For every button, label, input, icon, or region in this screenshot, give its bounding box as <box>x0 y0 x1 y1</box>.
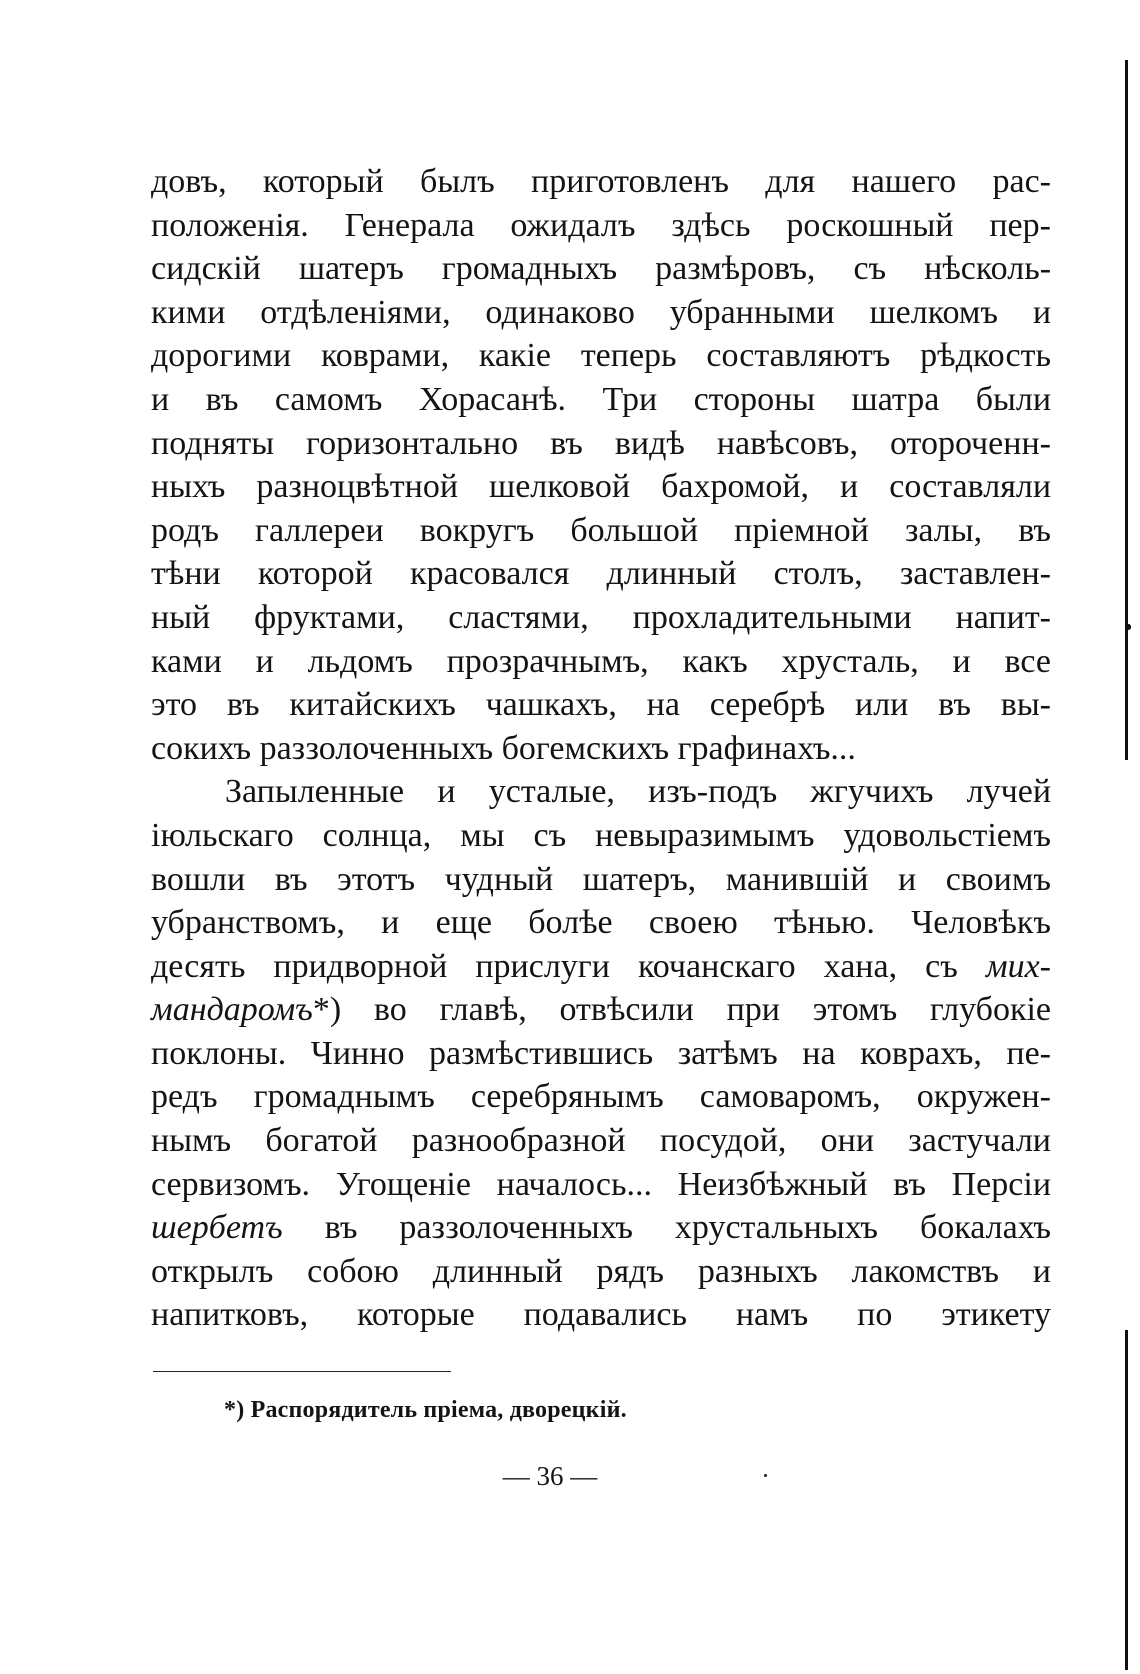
text-line <box>151 378 1051 422</box>
text-line <box>151 814 1051 858</box>
text-segment: напитковъ, которые подавались намъ по этикету <box>151 1296 1052 1334</box>
text-segment: Запыленные и усталые, изъ-подъ жгучихъ лучей <box>225 773 1052 811</box>
text-segment: родъ галлереи вокругъ большой пріемной залы, въ <box>151 511 1052 549</box>
text-line <box>151 901 1051 945</box>
text-line <box>151 1163 1051 1207</box>
text-segment: дорогими коврами, какіе теперь составляютъ рѣдкость <box>151 337 1051 375</box>
page-edge-line <box>1125 1330 1128 1670</box>
text-line <box>151 727 1051 771</box>
text-line <box>151 1032 1051 1076</box>
text-line <box>151 640 1051 684</box>
text-segment: поклоны. Чинно размѣстившись затѣмъ на коврахъ, пе- <box>151 1034 1052 1072</box>
footnote-divider <box>153 1371 451 1372</box>
text-segment: въ раззолоченныхъ хрустальныхъ бокалахъ <box>282 1209 1051 1247</box>
text-segment: открылъ собою длинный рядъ разныхъ лакомствъ и <box>151 1252 1051 1290</box>
italic-term: мих- <box>985 947 1051 985</box>
italic-term: мандаромъ <box>151 991 313 1029</box>
text-line <box>151 204 1051 248</box>
text-segment: это въ китайскихъ чашкахъ, на серебрѣ или въ вы- <box>151 686 1051 724</box>
text-line <box>151 1250 1051 1294</box>
text-segment: іюльскаго солнца, мы съ невыразимымъ удовольстіемъ <box>151 816 1051 854</box>
text-segment: сокихъ раззолоченныхъ богемскихъ графинахъ... <box>151 729 856 767</box>
text-segment: сидскій шатеръ громадныхъ размѣровъ, съ нѣсколь- <box>151 250 1052 288</box>
text-line <box>151 465 1051 509</box>
text-segment: довъ, который былъ приготовленъ для нашего рас- <box>151 163 1052 200</box>
text-line <box>151 770 1051 814</box>
text-segment: подняты горизонтально въ видѣ навѣсовъ, отороченн- <box>151 424 1051 462</box>
text-segment: ныхъ разноцвѣтной шелковой бахромой, и составляли <box>151 468 1052 506</box>
body-text <box>151 160 1051 1337</box>
text-segment: десять придворной прислуги кочанскаго хана, съ <box>151 947 986 985</box>
text-line <box>151 1075 1051 1119</box>
text-line <box>151 247 1051 291</box>
text-line <box>151 1293 1051 1337</box>
text-line <box>151 1206 1051 1250</box>
text-segment: убранствомъ, и еще болѣе своею тѣнью. Человѣкъ <box>151 904 1051 942</box>
text-line <box>151 334 1051 378</box>
text-line <box>151 291 1051 335</box>
text-segment: тѣни которой красовался длинный столъ, заставлен- <box>151 555 1051 593</box>
text-segment: положенія. Генерала ожидалъ здѣсь роскошный пер- <box>151 206 1051 244</box>
italic-term: шербетъ <box>151 1209 283 1247</box>
text-segment: *) во главѣ, отвѣсили при этомъ глубокіе <box>312 991 1052 1029</box>
text-line <box>151 160 1051 204</box>
text-segment: ками и льдомъ прозрачнымъ, какъ хрусталь, и все <box>151 642 1051 680</box>
text-line <box>151 945 1051 989</box>
text-line <box>151 1119 1051 1163</box>
text-line <box>151 552 1051 596</box>
page-number: — 36 — <box>502 1461 598 1491</box>
page-edge-dot <box>1126 624 1131 630</box>
text-line <box>151 683 1051 727</box>
text-segment: и въ самомъ Хорасанѣ. Три стороны шатра были <box>151 380 1052 418</box>
stray-ink-dot <box>764 1474 767 1477</box>
footnote: *) Распорядитель пріема, дворецкій. <box>224 1397 627 1423</box>
text-segment: кими отдѣленіями, одинаково убранными шелкомъ и <box>151 293 1052 331</box>
text-line <box>151 422 1051 466</box>
text-line <box>151 988 1051 1032</box>
text-segment: ный фруктами, сластями, прохладительными напит- <box>151 598 1052 636</box>
text-segment: нымъ богатой разнообразной посудой, они застучали <box>151 1122 1051 1160</box>
text-line <box>151 596 1051 640</box>
text-line <box>151 509 1051 553</box>
text-segment: вошли въ этотъ чудный шатеръ, манившій и своимъ <box>151 860 1051 898</box>
text-segment: сервизомъ. Угощеніе началось... Неизбѣжный въ Персіи <box>151 1165 1052 1203</box>
text-line <box>151 858 1051 902</box>
page-edge-line <box>1125 60 1128 760</box>
text-segment: редъ громаднымъ серебрянымъ самоваромъ, окружен- <box>151 1078 1051 1116</box>
